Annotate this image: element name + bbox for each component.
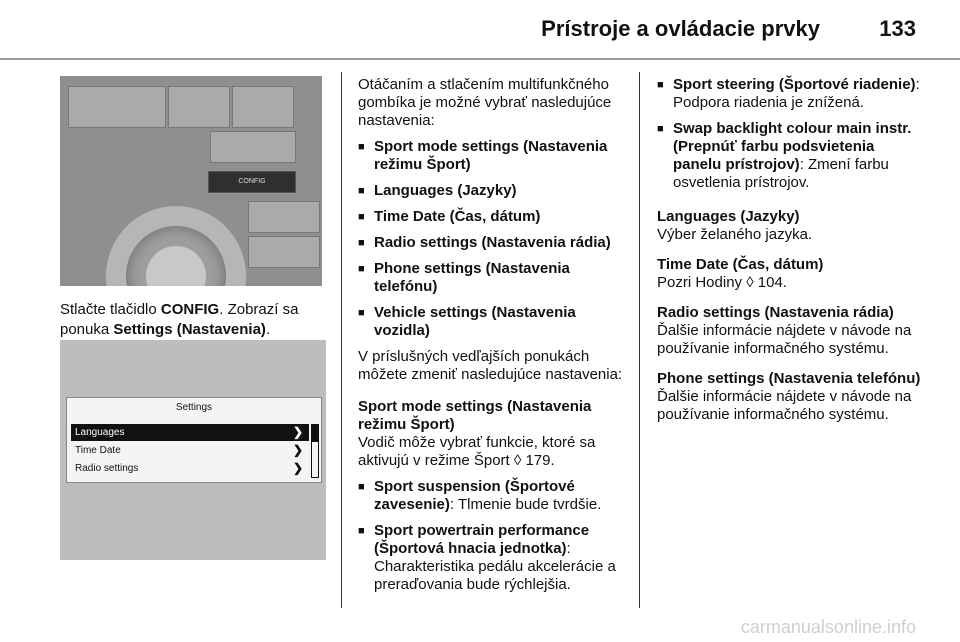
section-heading: Sport mode settings (Nastavenia režimu Šport) — [358, 398, 592, 433]
intro-text: Otáčaním a stlačením multifunkčného gombíka je možné vybrať nasledujúce nastavenia: — [358, 76, 612, 129]
submenu-intro: V príslušných vedľajších ponukách môžete zmeniť nasledujúce nastavenia: — [358, 348, 623, 383]
display-title: Settings — [175, 402, 213, 413]
list-item: ■ Phone settings (Nastavenia telefónu) — [358, 260, 626, 296]
list-item: ■ Sport steering (Športové riadenie): Podpora riadenia je znížená. — [657, 76, 925, 112]
chevron-right-icon: ❯ — [292, 425, 303, 439]
column-divider-1 — [341, 72, 342, 608]
page-title: Prístroje a ovládacie prvky — [541, 16, 820, 41]
list-item: ■ Sport suspension (Športové zavesenie): Tlmenie bude tvrdšie. — [358, 478, 626, 514]
section-languages: Languages (Jazyky) Výber želaného jazyka. — [657, 208, 813, 243]
section-time-date: Time Date (Čas, dátum) Pozri Hodiny ◊ 104. — [657, 256, 824, 291]
console-photo — [60, 76, 322, 286]
menu-item-radio-settings: Radio settings ❯ — [75, 461, 303, 475]
page-number: 133 — [879, 16, 916, 41]
display-scrollbar — [311, 424, 319, 478]
menu-item-languages: Languages ❯ — [71, 424, 309, 441]
column-3 — [657, 76, 925, 436]
list-item: ■ Sport mode settings (Nastavenia režimu Šport) — [358, 138, 626, 174]
list-item: ■ Vehicle settings (Nastavenia vozidla) — [358, 304, 626, 340]
column-divider-2 — [639, 72, 640, 608]
display-photo — [60, 340, 326, 560]
list-item: ■ Swap backlight colour main instr. (Prepnúť farbu podsvietenia panelu prístrojov): Zmení farbu osvetlenia prístrojov. — [657, 120, 925, 192]
caption-text: Stlačte tlačidlo CONFIG. Zobrazí sa ponuka Settings (Nastavenia). — [60, 301, 299, 338]
chevron-right-icon: ❯ — [292, 461, 303, 475]
column-2 — [358, 76, 626, 602]
list-item: ■ Time Date (Čas, dátum) — [358, 208, 626, 226]
header-divider — [0, 58, 960, 60]
list-item: ■ Languages (Jazyky) — [358, 182, 626, 200]
section-phone-settings: Phone settings (Nastavenia telefónu) Ďalšie informácie nájdete v návode na používanie informačného systému. — [657, 370, 921, 423]
list-item: ■ Sport powertrain performance (Športová hnacia jednotka): Charakteristika pedálu akcelerácie a preraďovania bude rýchlejšia. — [358, 522, 626, 594]
page-header — [0, 0, 960, 60]
menu-item-time-date: Time Date ❯ — [75, 443, 303, 457]
section-text: Vodič môže vybrať funkcie, ktoré sa aktivujú v režime Šport ◊ 179. — [358, 434, 596, 469]
config-button-photo: CONFIG — [208, 171, 296, 193]
chevron-right-icon: ❯ — [292, 443, 303, 457]
section-radio-settings: Radio settings (Nastavenia rádia) Ďalšie informácie nájdete v návode na používanie informačného systému. — [657, 304, 912, 357]
watermark: carmanualsonline.info — [740, 617, 916, 637]
settings-display — [66, 397, 322, 483]
list-item: ■ Radio settings (Nastavenia rádia) — [358, 234, 626, 252]
